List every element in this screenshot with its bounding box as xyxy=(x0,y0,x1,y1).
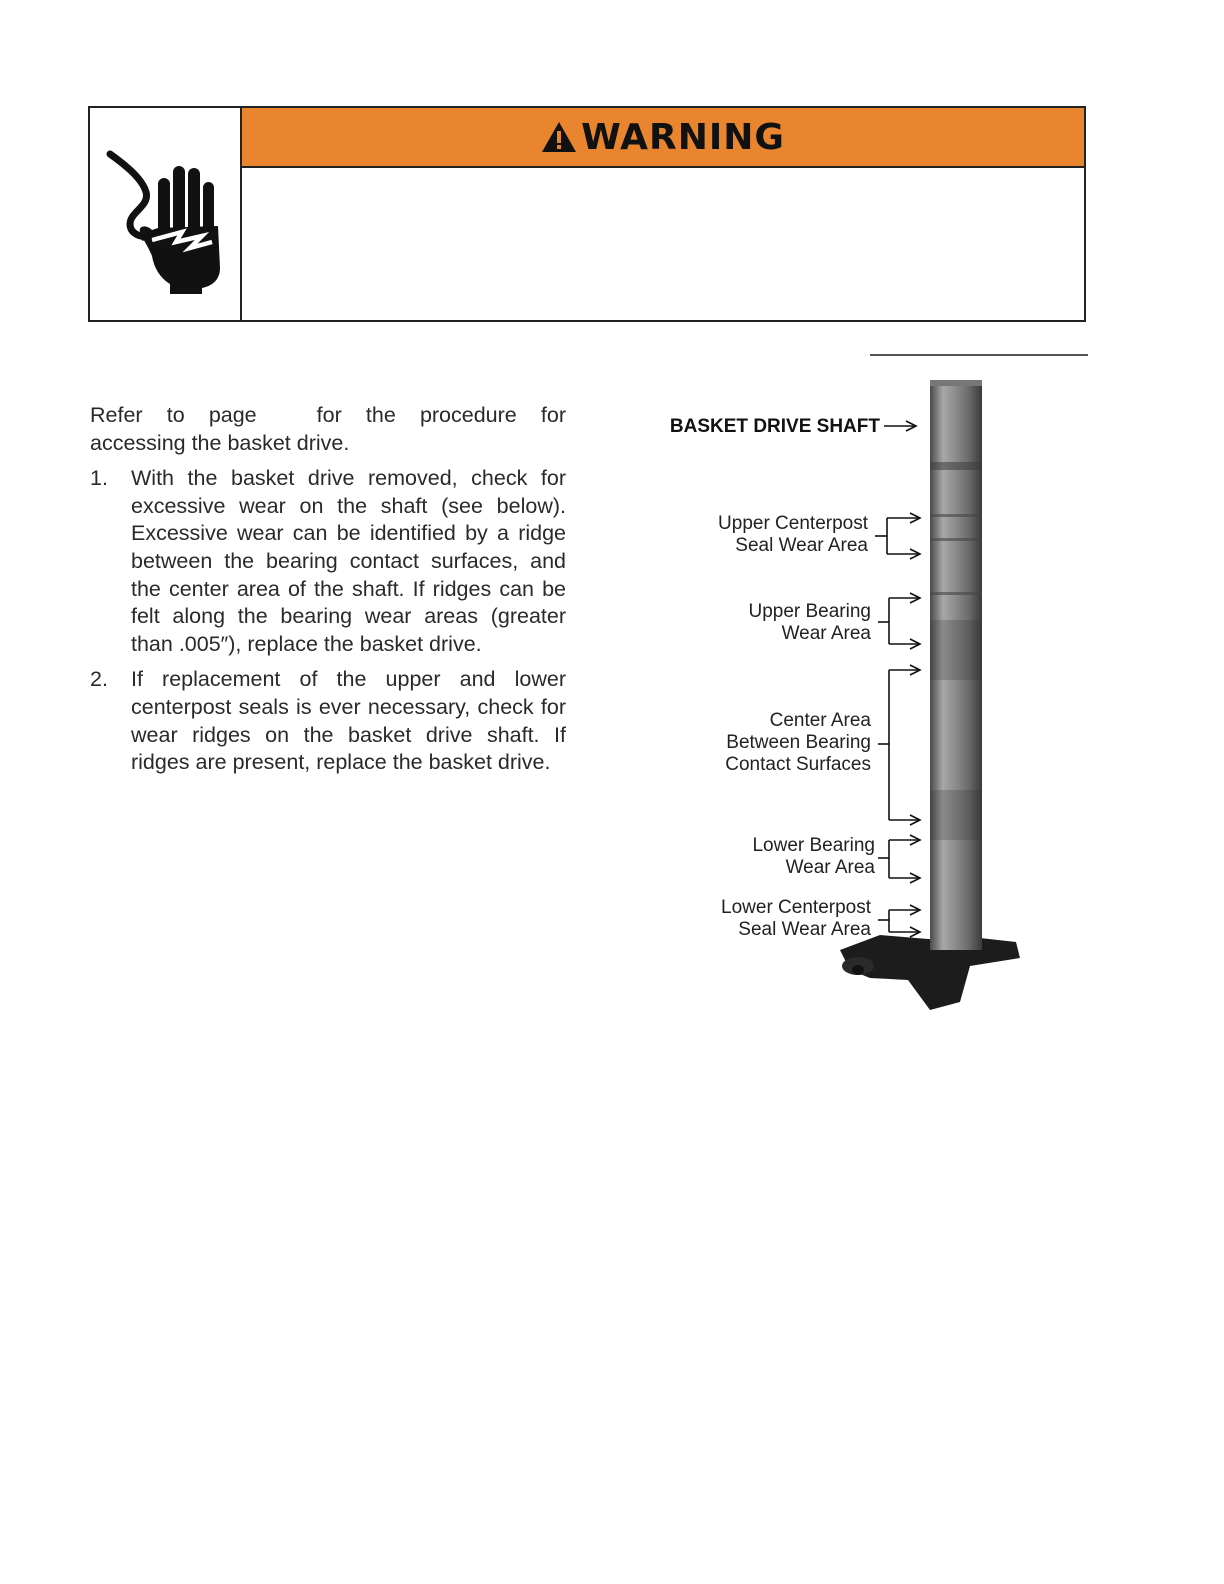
electrical-shock-hand-icon xyxy=(90,108,240,320)
section-rule xyxy=(870,354,1088,356)
warning-icon-cell xyxy=(90,108,242,320)
intro-before: Refer to page xyxy=(90,403,257,427)
intro-paragraph xyxy=(90,402,566,457)
step-text: If replacement of the upper and lower centerpost seals is ever necessary, check for wear ridges on the basket drive shaft. If ridges are present, replace the basket drive. xyxy=(131,667,566,775)
steps-list xyxy=(90,465,566,777)
label-lower-bearing: Lower Bearing Wear Area xyxy=(752,835,875,878)
warning-title: WARNING xyxy=(581,116,785,158)
intro-after: for the procedure for accessing the basket drive. xyxy=(90,403,567,455)
warning-header xyxy=(242,108,1084,168)
figure-title: BASKET DRIVE SHAFT xyxy=(669,416,880,437)
step-text: With the basket drive removed, check for excessive wear on the shaft (see below). Excessive wear can be identified by a ridge between the bearing contact surfaces, and the center area of the shaft. If ridges can be felt along the bearing wear areas (greater than .005″), replace the basket drive. xyxy=(131,466,566,656)
label-upper-bearing: Upper Bearing Wear Area xyxy=(748,601,871,644)
step-number: 1. xyxy=(90,466,108,491)
warning-triangle-icon xyxy=(541,121,577,153)
label-lower-centerpost: Lower Centerpost Seal Wear Area xyxy=(721,897,871,940)
list-item xyxy=(90,465,566,658)
label-center-area: Center Area Between Bearing Contact Surfaces xyxy=(725,710,871,775)
instructions xyxy=(90,402,566,785)
basket-drive-shaft-figure xyxy=(640,370,1080,1020)
warning-box xyxy=(88,106,1086,322)
label-upper-centerpost: Upper Centerpost Seal Wear Area xyxy=(718,513,868,556)
step-number: 2. xyxy=(90,667,108,692)
list-item xyxy=(90,666,566,776)
